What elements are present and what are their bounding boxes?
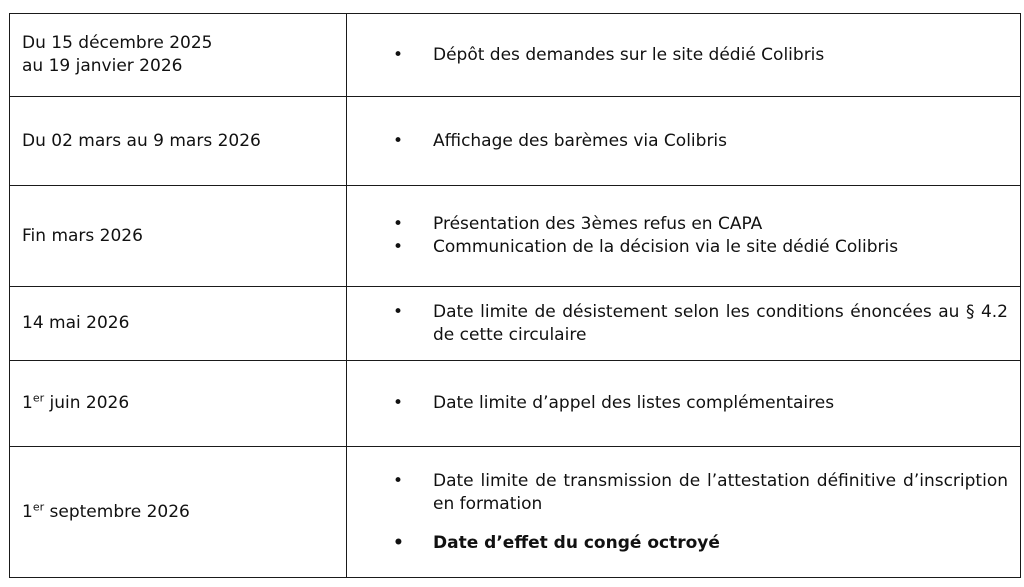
date-line xyxy=(22,501,338,524)
action-item: • Dépôt des demandes sur le site dédié Colibris xyxy=(393,44,1008,67)
action-list xyxy=(393,470,1008,555)
date-cell xyxy=(10,186,347,287)
table-row xyxy=(10,361,1021,447)
date-line: Fin mars 2026 xyxy=(22,225,143,246)
date-month-year: septembre 2026 xyxy=(44,501,190,522)
action-item: • Présentation des 3èmes refus en CAPA xyxy=(393,213,1008,236)
action-item: • Affichage des barèmes via Colibris xyxy=(393,130,1008,153)
action-list xyxy=(393,130,1008,153)
date-ordinal: er xyxy=(32,499,45,513)
table-row xyxy=(10,14,1021,97)
date-line: Du 15 décembre 2025 xyxy=(22,33,213,53)
action-item: • Date limite de transmission de l’attestation définitive d’inscription en formation xyxy=(393,470,1008,516)
date-line: au 19 janvier 2026 xyxy=(22,56,183,76)
action-item: • Communication de la décision via le site dédié Colibris xyxy=(393,236,1008,259)
date-month-year: juin 2026 xyxy=(44,393,130,413)
schedule-table xyxy=(9,13,1021,578)
date-line: Du 02 mars au 9 mars 2026 xyxy=(22,130,261,151)
table-row xyxy=(10,287,1021,361)
date-cell xyxy=(10,14,347,97)
action-item: • Date limite de désistement selon les conditions énoncées au § 4.2 de cette circulaire xyxy=(393,301,1008,347)
action-item: • Date limite d’appel des listes complémentaires xyxy=(393,392,1008,415)
action-list xyxy=(393,392,1008,415)
action-cell xyxy=(347,97,1021,186)
action-cell xyxy=(347,287,1021,361)
date-day: 1 xyxy=(22,393,33,413)
date-cell xyxy=(10,287,347,361)
action-cell xyxy=(347,186,1021,287)
date-line: 14 mai 2026 xyxy=(22,313,130,333)
date-ordinal: er xyxy=(32,391,45,405)
date-cell xyxy=(10,447,347,578)
action-cell xyxy=(347,447,1021,578)
action-cell xyxy=(347,14,1021,97)
date-day: 1 xyxy=(22,501,33,522)
table-row xyxy=(10,97,1021,186)
table-row xyxy=(10,447,1021,578)
date-line xyxy=(22,392,338,415)
action-list xyxy=(393,301,1008,347)
action-item-emphasis: • Date d’effet du congé octroyé xyxy=(393,532,1008,555)
date-cell xyxy=(10,97,347,186)
action-cell xyxy=(347,361,1021,447)
action-list xyxy=(393,213,1008,259)
date-cell xyxy=(10,361,347,447)
table-row xyxy=(10,186,1021,287)
action-list xyxy=(393,44,1008,67)
